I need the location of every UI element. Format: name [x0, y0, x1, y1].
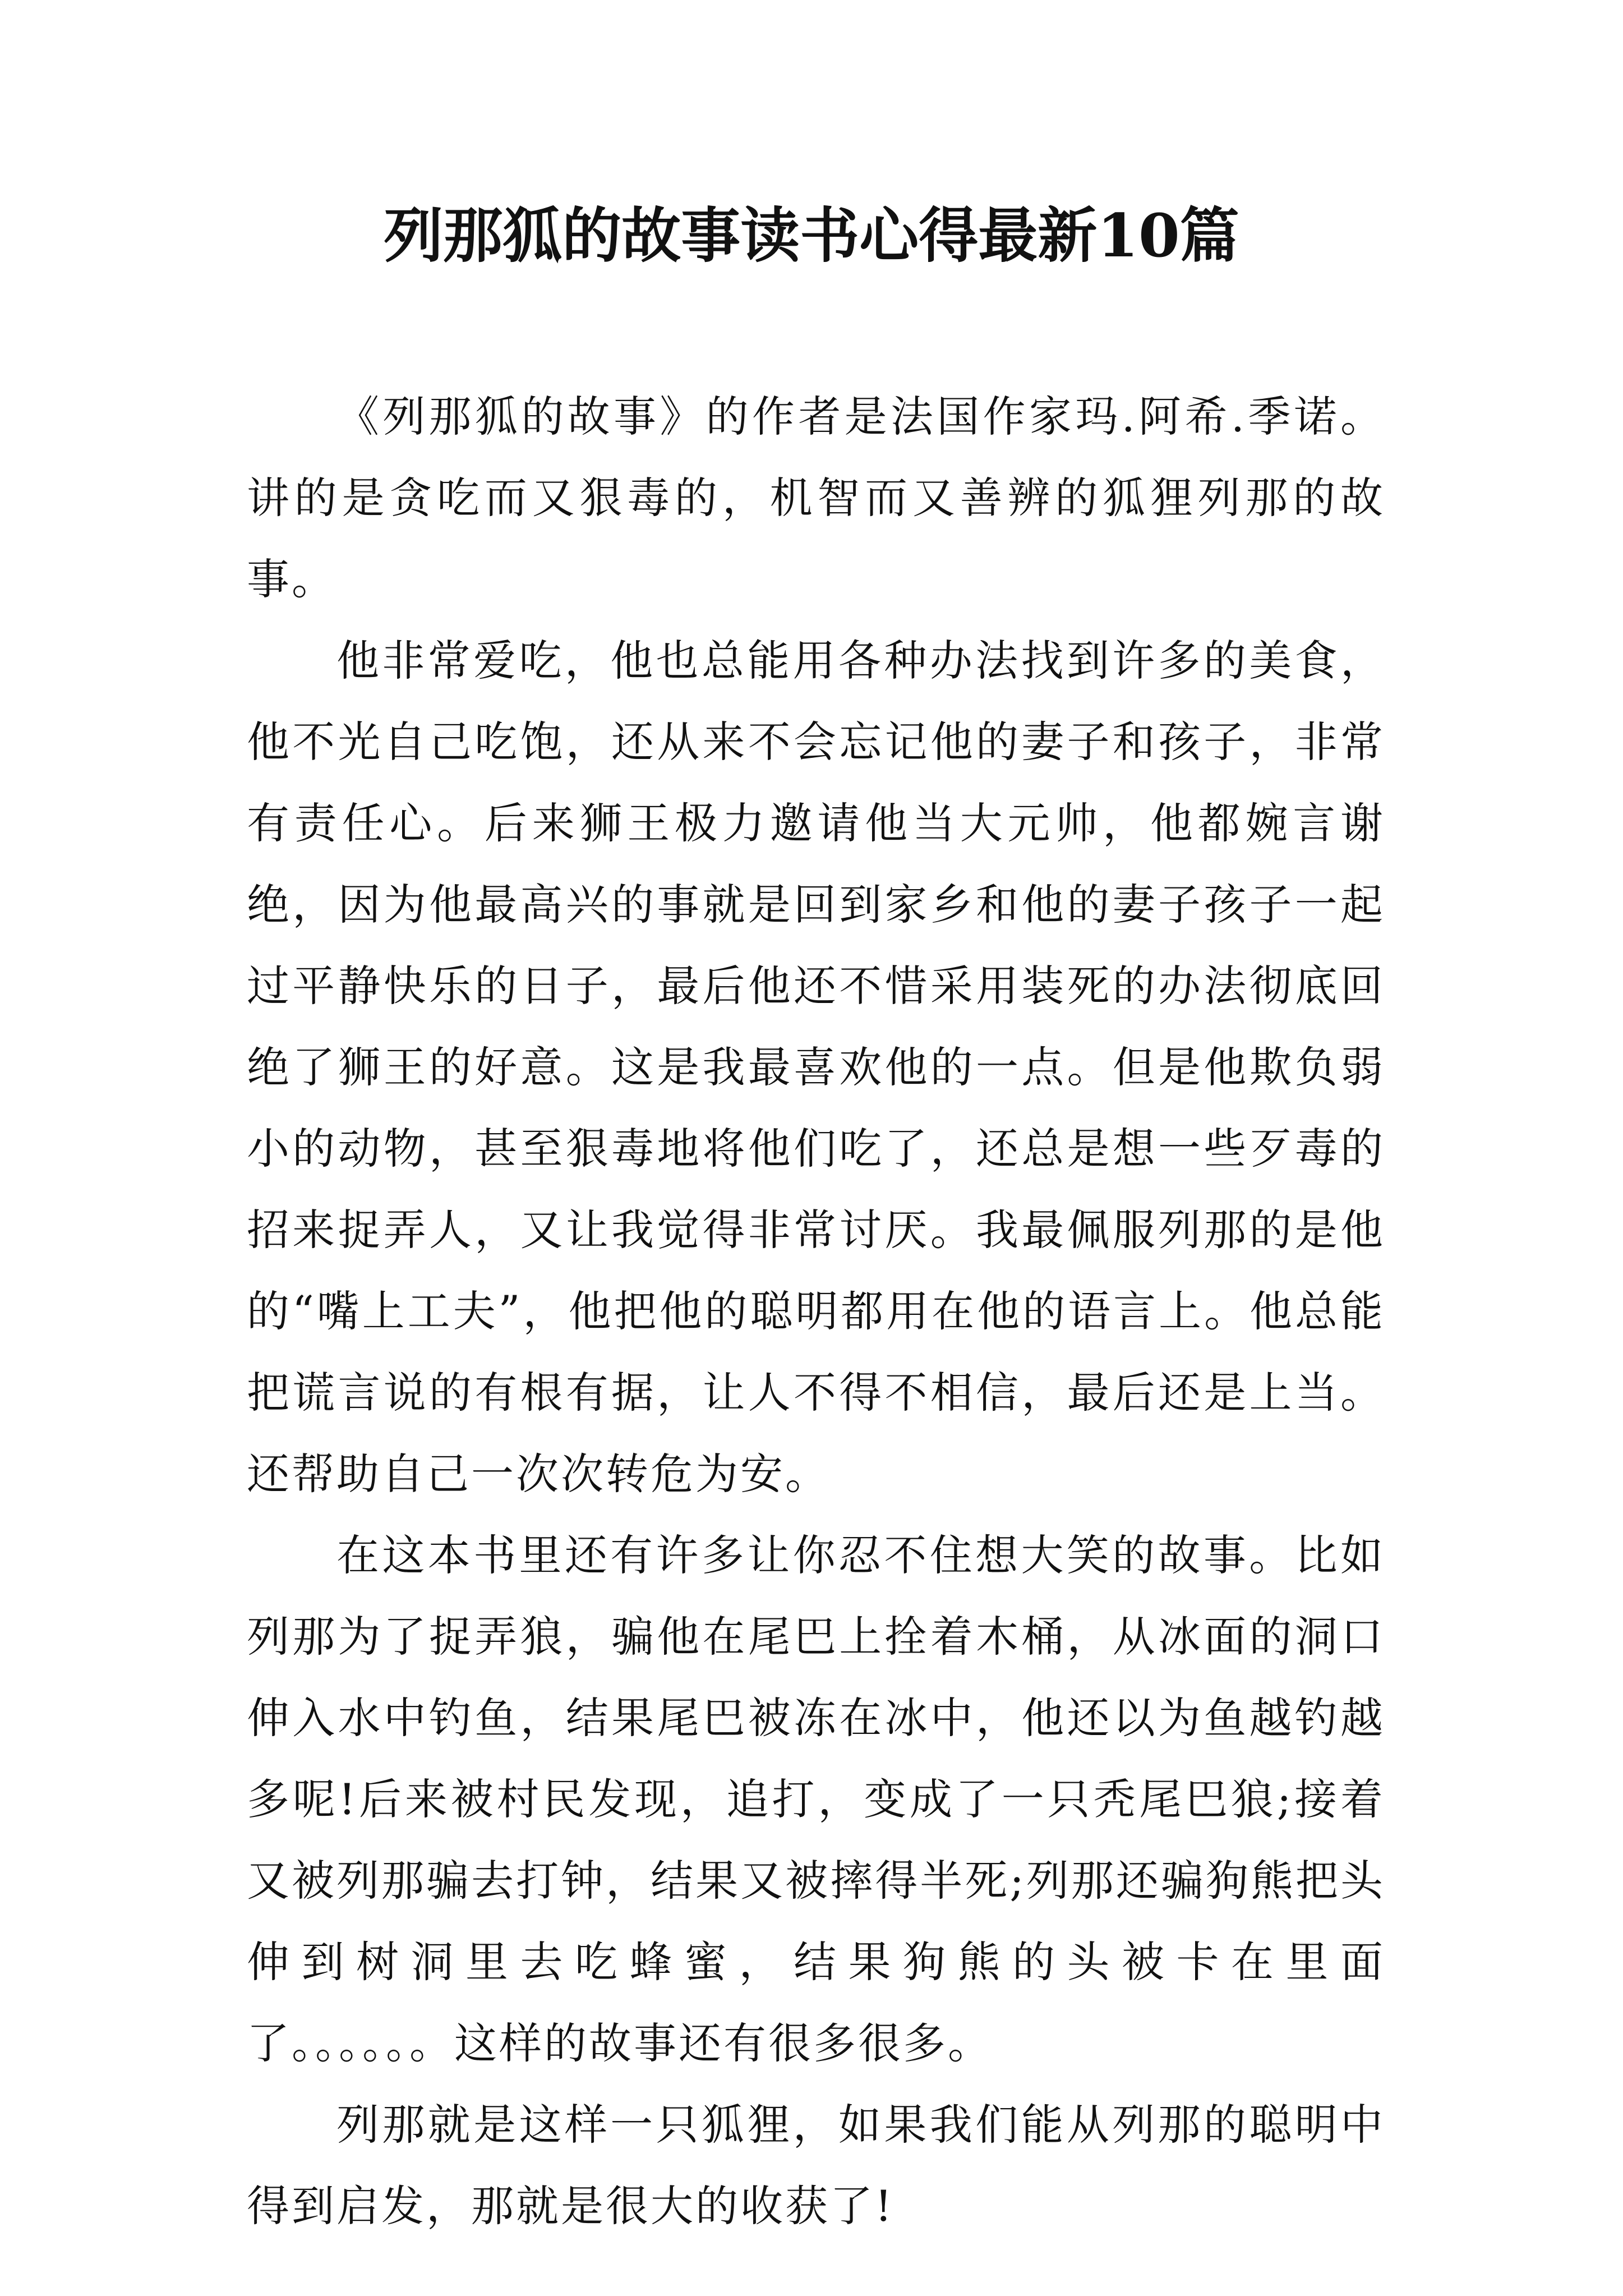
paragraph-3: 在这本书里还有许多让你忍不住想大笑的故事。比如列那为了捉弄狼，骗他在尾巴上拴着木桶，从冰面的洞口伸入水中钓鱼，结果尾巴被冻在冰中，他还以为鱼越钓越多呢!后来被村民发现，追打，变成了一只秃尾巴狼;接着又被列那骗去打钟，结果又被摔得半死;列那还骗狗熊把头伸到树洞里去吃蜂蜜，结果狗熊的头被卡在里面了。。。。。。这样的故事还有很多很多。: [247, 1530, 1385, 2068]
document-body: [247, 376, 1385, 2247]
paragraph-4: 列那就是这样一只狐狸，如果我们能从列那的聪明中得到启发，那就是很大的收获了!: [247, 2100, 1385, 2231]
paragraph-1: 《列那狐的故事》的作者是法国作家玛.阿希.季诺。讲的是贪吃而又狠毒的，机智而又善辨的狐狸列那的故事。: [247, 392, 1385, 604]
document-title: 列那狐的故事读书心得最新10篇: [384, 200, 1239, 270]
paragraph-2: 他非常爱吃，他也总能用各种办法找到许多的美食，他不光自己吃饱，还从来不会忘记他的妻子和孩子，非常有责任心。后来狮王极力邀请他当大元帅，他都婉言谢绝，因为他最高兴的事就是回到家乡和他的妻子孩子一起过平静快乐的日子，最后他还不惜采用装死的办法彻底回绝了狮王的好意。这是我最喜欢他的一点。但是他欺负弱小的动物，甚至狠毒地将他们吃了，还总是想一些歹毒的招来捉弄人，又让我觉得非常讨厌。我最佩服列那的是他的“嘴上工夫”，他把他的聪明都用在他的语言上。他总能把谎言说的有根有据，让人不得不相信，最后还是上当。还帮助自己一次次转危为安。: [247, 636, 1385, 1499]
